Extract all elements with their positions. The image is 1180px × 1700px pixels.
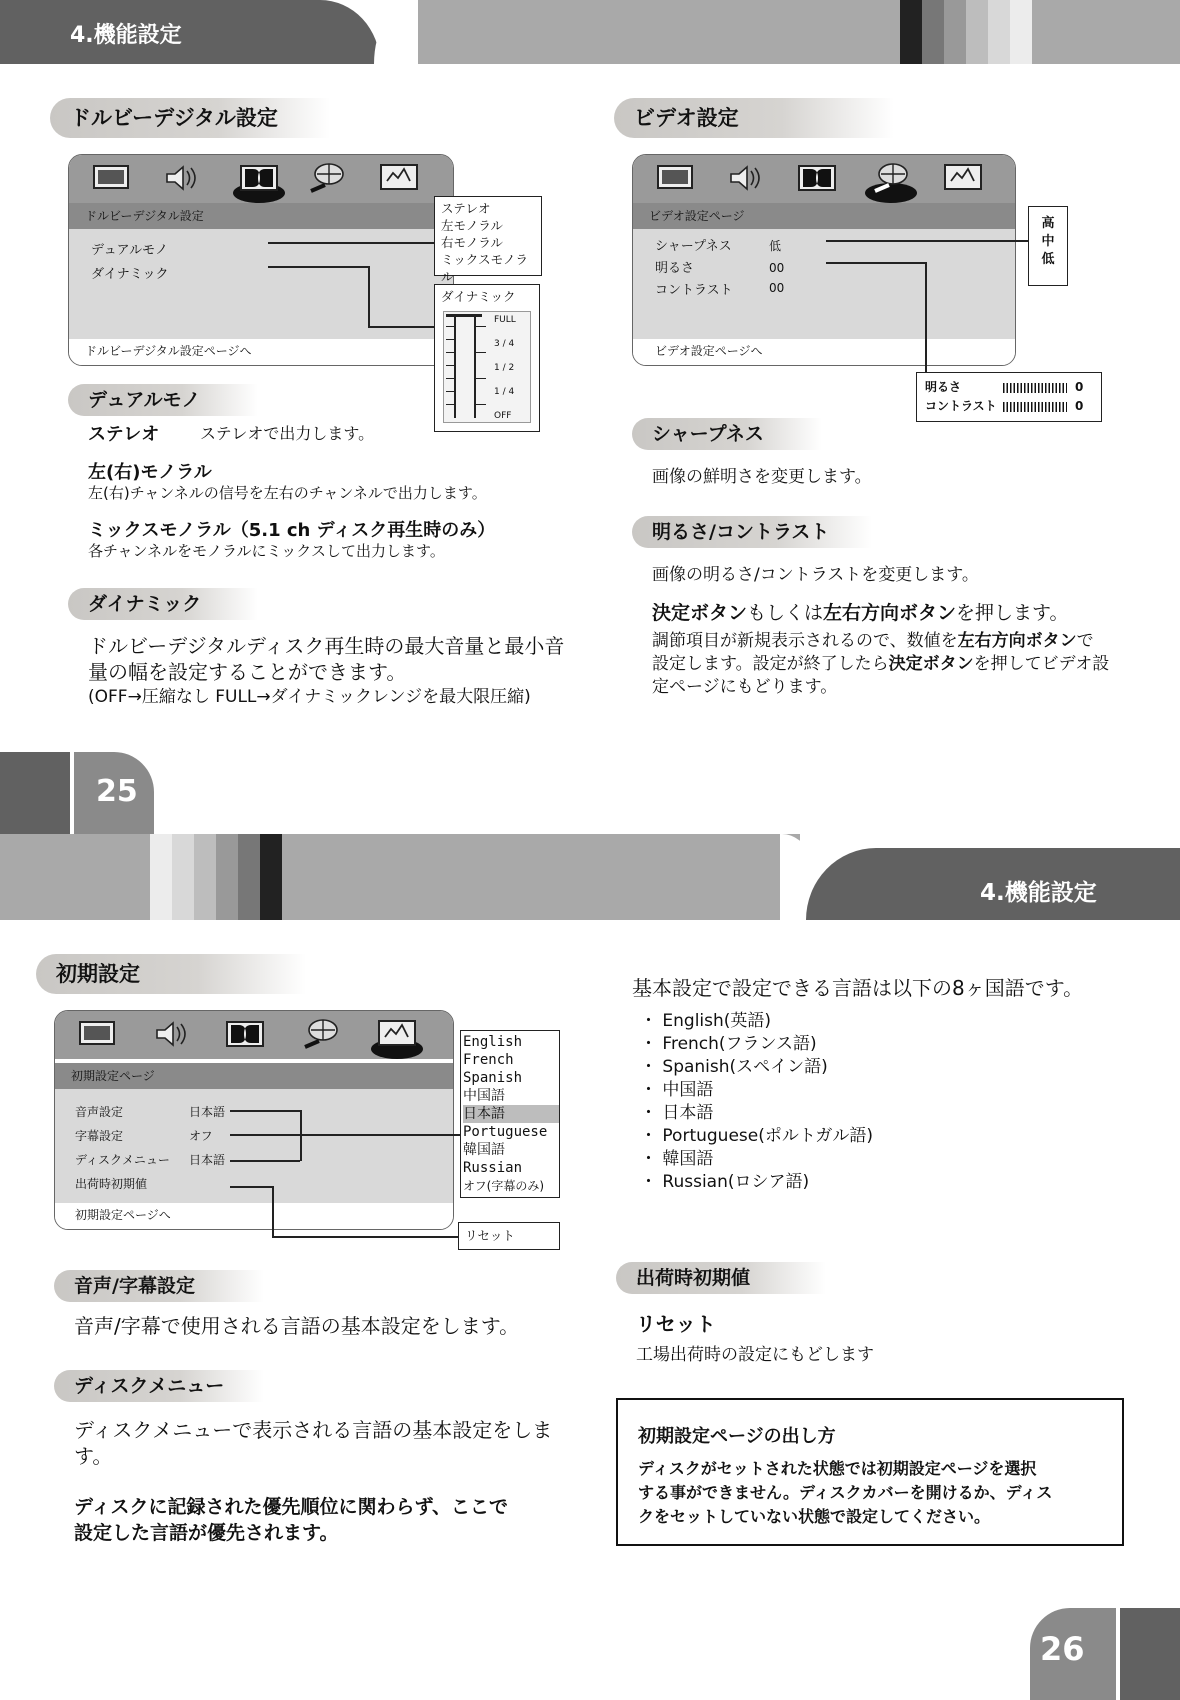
audio-subtitle-heading: 音声/字幕設定 [54,1270,264,1302]
option-off-subtitle: オフ(字幕のみ) [463,1179,545,1193]
tick-off: OFF [494,411,512,421]
dynamic-note: (OFF→圧縮なし FULL→ダイナミックレンジを最大限圧縮) [88,687,531,707]
page25-number: 25 [96,774,138,809]
slider-value-brightness: 0 [1075,380,1084,394]
osd-row-dynamic: ダイナミック [91,267,169,282]
leader-line [268,242,436,244]
priority-line-2: 設定した言語が優先されます。 [74,1522,339,1544]
settings-screen-icon [377,1017,417,1051]
note-line-1: ディスクがセットされた状態では初期設定ページを選択 [638,1459,1037,1478]
osd-row-dual-mono: デュアルモノ [91,243,168,258]
option-left-mono: 左モノラル [441,218,504,233]
video-heading: ビデオ設定 [614,98,894,138]
option-french: French [463,1052,514,1068]
option-english: English [463,1034,523,1050]
brightness-contrast-sliders [916,372,1102,422]
page26-title: 4.機能設定 [980,880,1097,906]
osd-row-subtitle: 字幕設定 [75,1129,124,1143]
factory-reset-term: リセット [636,1312,716,1336]
lr-button-text: 左右方向ボタン [823,602,957,624]
osd-row-contrast: コントラスト [655,283,733,298]
sharpness-options [1028,206,1068,286]
osd-value-disc-menu: 日本語 [189,1153,226,1167]
dynamic-slider-box [434,284,540,432]
dolby-osd [68,154,454,366]
sharpness-desc: 画像の鮮明さを変更します。 [652,467,872,487]
leader-line [368,266,370,326]
osd-row-disc-menu: ディスクメニュー [75,1153,170,1167]
option-high: 高 [1041,216,1055,231]
dynamic-slider [443,311,531,423]
osd-footer: ドルビーデジタル設定ページへ [69,339,453,365]
option-japanese: 日本語 [463,1105,559,1123]
brightness-contrast-heading: 明るさ/コントラスト [632,516,872,548]
slider-brightness[interactable] [1003,383,1067,393]
disc-menu-desc-1: ディスクメニューで表示される言語の基本設定をしま [74,1418,553,1442]
disc-menu-heading: ディスクメニュー [54,1370,264,1402]
press-instruction: 決定ボタンもしくは左右方向ボタンを押します。 [652,602,1069,624]
language-item: ・ Russian(ロシア語) [640,1172,810,1192]
leader-line [230,1186,272,1188]
tick-1-2: 1 / 2 [494,363,515,373]
slider-label-contrast: コントラスト [925,399,997,413]
leader-line [230,1160,300,1162]
leader-line [826,262,926,264]
initial-heading: 初期設定 [36,954,306,994]
osd-row-brightness: 明るさ [655,261,695,276]
page26-number: 26 [1040,1630,1085,1668]
tv-icon [77,1017,117,1051]
enter-button-text: 決定ボタン [652,602,748,624]
dynamic-desc-2: 量の幅を設定することができます。 [88,660,407,684]
osd-icon-bar [69,155,453,203]
language-item: ・ Portuguese(ポルトガル語) [640,1126,873,1146]
note-line-2: する事ができません。ディスクカバーを開けるか、ディス [638,1483,1053,1502]
adjust-instruction: 調節項目が新規表示されるので、数値を左右方向ボタンで 設定します。設定が終了したら決定ボタンを押してビデオ設 定ページにもどります。 [652,631,1110,697]
leader-line [230,1134,462,1136]
osd-icon-bar [55,1011,453,1059]
osd-row-factory: 出荷時初期値 [75,1177,148,1191]
video-osd [632,154,1016,366]
slider-contrast[interactable] [1003,402,1067,412]
note-box [616,1398,1124,1546]
disc-menu-desc-2: す。 [74,1444,113,1468]
osd-row-audio: 音声設定 [75,1105,124,1119]
option-stereo: ステレオ [441,201,491,216]
mix-mono-desc: 各チャンネルをモノラルにミックスして出力します。 [88,542,445,560]
osd-value-sharpness: 低 [769,239,782,253]
reset-box: リセット [458,1222,560,1250]
speaker-icon [725,161,765,195]
stereo-desc: ステレオで出力します。 [200,424,375,443]
language-item: ・ English(英語) [640,1011,772,1031]
language-item: ・ 韓国語 [640,1149,714,1169]
osd-value-contrast: 00 [769,281,785,295]
osd-icon-bar [633,155,1015,203]
note-line-3: クをセットしていない状態で設定してください。 [638,1507,991,1526]
slider-value-contrast: 0 [1075,399,1084,413]
tick-1-4: 1 / 4 [494,387,515,397]
tick-full: FULL [494,315,516,325]
option-russian: Russian [463,1160,523,1176]
tick-3-4: 3 / 4 [494,339,515,349]
dual-mono-heading: デュアルモノ [68,384,258,416]
sharpness-heading: シャープネス [632,418,822,450]
osd-title-bar: 初期設定ページ [55,1063,453,1089]
tv-icon [91,161,131,195]
language-item: ・ Spanish(スペイン語) [640,1057,828,1077]
slider-label-brightness: 明るさ [925,380,962,394]
tv-icon [655,161,695,195]
osd-title-bar: ドルビーデジタル設定 [69,203,453,229]
dolby-icon [225,1017,265,1051]
dynamic-title: ダイナミック [441,289,516,304]
page25-header [0,0,1180,64]
dolby-icon [797,161,837,195]
factory-heading: 出荷時初期値 [616,1262,826,1294]
video-reel-icon [871,161,911,195]
language-item: ・ 日本語 [640,1103,714,1123]
osd-value-brightness: 00 [769,261,785,275]
initial-osd [54,1010,454,1230]
option-mid: 中 [1041,234,1055,249]
option-portuguese: Portuguese [463,1124,548,1140]
video-reel-icon [307,161,347,195]
leader-line [230,1110,300,1112]
video-reel-icon [301,1017,341,1051]
dolby-heading: ドルビーデジタル設定 [50,98,330,138]
option-chinese: 中国語 [463,1088,505,1104]
osd-footer: 初期設定ページへ [55,1203,453,1229]
note-title: 初期設定ページの出し方 [638,1426,836,1447]
page25-footer [0,752,160,834]
languages-intro: 基本設定で設定できる言語は以下の8ヶ国語です。 [632,976,1084,1000]
language-item: ・ French(フランス語) [640,1034,817,1054]
leader-line [272,1236,462,1238]
dynamic-heading: ダイナミック [68,588,258,620]
audio-subtitle-desc: 音声/字幕で使用される言語の基本設定をします。 [74,1314,520,1338]
osd-row-sharpness: シャープネス [655,239,732,254]
option-low: 低 [1041,252,1055,267]
languages-list [640,1010,873,1194]
stereo-term: ステレオ [88,424,160,445]
speaker-icon [161,161,201,195]
language-item: ・ 中国語 [640,1080,714,1100]
speaker-icon [151,1017,191,1051]
priority-line-1: ディスクに記録された優先順位に関わらず、ここで [74,1496,508,1518]
osd-value-audio: 日本語 [189,1105,226,1119]
lr-mono-term: 左(右)モノラル [88,462,212,483]
page26-header [0,834,1180,920]
option-korean: 韓国語 [463,1142,505,1158]
language-options [460,1030,560,1198]
leader-line [300,1110,302,1161]
osd-value-subtitle: オフ [189,1129,213,1143]
dual-mono-options [434,196,542,284]
leader-line [368,326,434,328]
dolby-icon [239,161,279,195]
leader-line [272,1186,274,1236]
page26-footer [1020,1608,1180,1700]
option-mix-mono: ミックスモノラル [441,252,529,284]
osd-title-bar: ビデオ設定ページ [633,203,1015,229]
settings-screen-icon [943,161,983,195]
option-spanish: Spanish [463,1070,523,1086]
leader-line [826,240,1028,242]
mix-mono-term: ミックスモノラル（5.1 ch ディスク再生時のみ） [88,520,496,541]
leader-line [268,266,368,268]
brightness-contrast-desc: 画像の明るさ/コントラストを変更します。 [652,565,979,585]
factory-reset-desc: 工場出荷時の設定にもどします [636,1345,874,1365]
leader-line [925,262,927,372]
page25-title: 4.機能設定 [70,23,182,48]
lr-mono-desc: 左(右)チャンネルの信号を左右のチャンネルで出力します。 [88,484,487,502]
option-right-mono: 右モノラル [441,235,504,250]
osd-footer: ビデオ設定ページへ [633,339,1015,365]
dynamic-desc-1: ドルビーデジタルディスク再生時の最大音量と最小音 [88,634,565,658]
settings-screen-icon [379,161,419,195]
